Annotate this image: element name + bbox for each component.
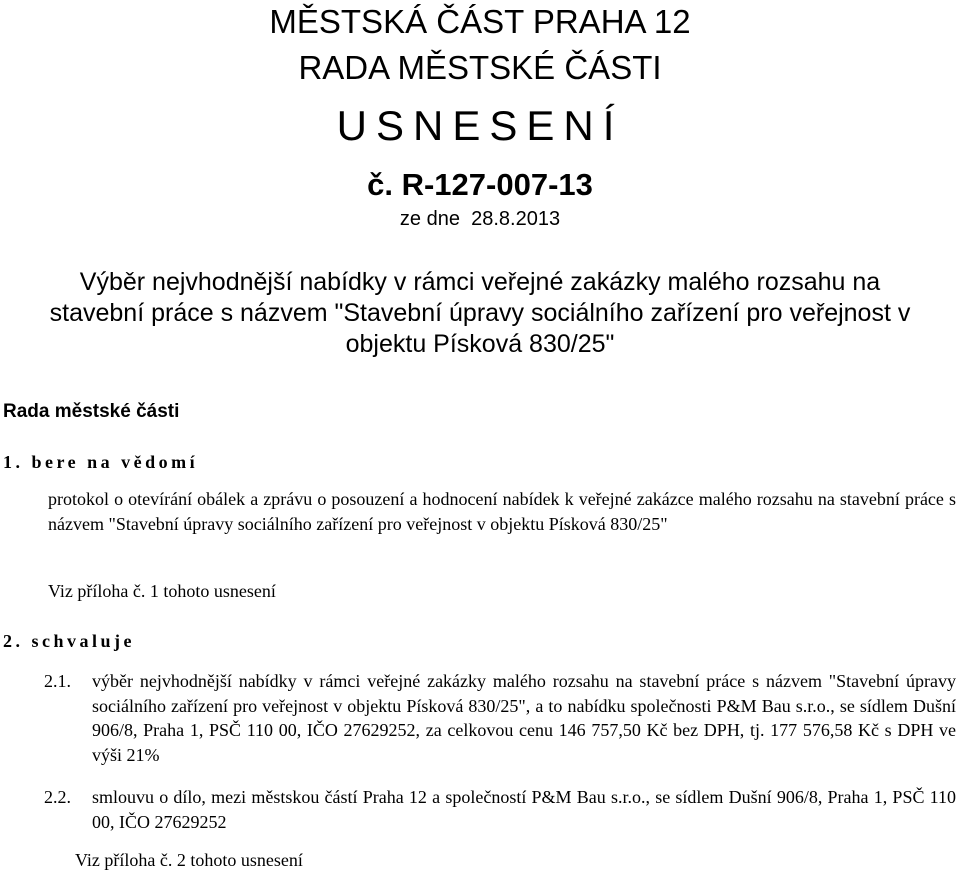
date-label: ze dne xyxy=(399,208,460,230)
section-1-text: protokol o otevírání obálek a zprávu o posouzení a hodnocení nabídek k veřejné zakázce malého rozsahu na stavební práce s názvem "Stavební úpravy sociálního zařízení pro veřejnost v objektu Písková 830/25" xyxy=(48,489,956,534)
section-2-attachment: Viz příloha č. 2 tohoto usnesení xyxy=(75,850,303,870)
title-line: stavební práce s názvem "Stavební úpravy sociálního zařízení pro veřejnost v xyxy=(49,299,911,327)
section-2-heading: 2. schvaluje xyxy=(3,631,135,651)
date-value: 28.8.2013 xyxy=(471,208,561,230)
item-text: smlouvu o dílo, mezi městskou částí Praha 12 a společností P&M Bau s.r.o., se sídlem Dušní 906/8, Praha 1, PSČ 110 00, IČO 27629252 xyxy=(92,787,956,832)
resolution-number: č. R-127-007-13 xyxy=(367,167,593,202)
header-council: RADA MĚSTSKÉ ČÁSTI xyxy=(298,49,662,86)
item-number: 2.2. xyxy=(44,787,71,807)
header-municipality: MĚSTSKÁ ČÁST PRAHA 12 xyxy=(269,3,691,40)
resolution-date xyxy=(0,207,960,231)
title-line: Výběr nejvhodnější nabídky v rámci veřejné zakázky malého rozsahu na xyxy=(79,268,881,296)
header-resolution: USNESENÍ xyxy=(336,102,624,149)
document-title xyxy=(0,267,960,360)
section-2-item-1 xyxy=(44,669,956,767)
item-text: výběr nejvhodnější nabídky v rámci veřejné zakázky malého rozsahu na stavební práce s názvem "Stavební úpravy sociálního zařízení pro veřejnost v objektu Písková 830/25", a to nabídku společnosti P&M Bau s.r.o., se sídlem Dušní 906/8, Praha 1, PSČ 110 00, IČO 27629252, za celkovou cenu 146 757,50 Kč bez DPH, tj. 177 576,58 Kč s DPH ve výši 21% xyxy=(92,671,956,765)
council-label: Rada městské části xyxy=(3,401,180,422)
item-number: 2.1. xyxy=(44,671,71,691)
section-1-attachment: Viz příloha č. 1 tohoto usnesení xyxy=(48,581,276,601)
section-1-heading: 1. bere na vědomí xyxy=(3,452,199,472)
title-line: objektu Písková 830/25" xyxy=(345,330,615,358)
section-2-item-2 xyxy=(44,785,956,834)
